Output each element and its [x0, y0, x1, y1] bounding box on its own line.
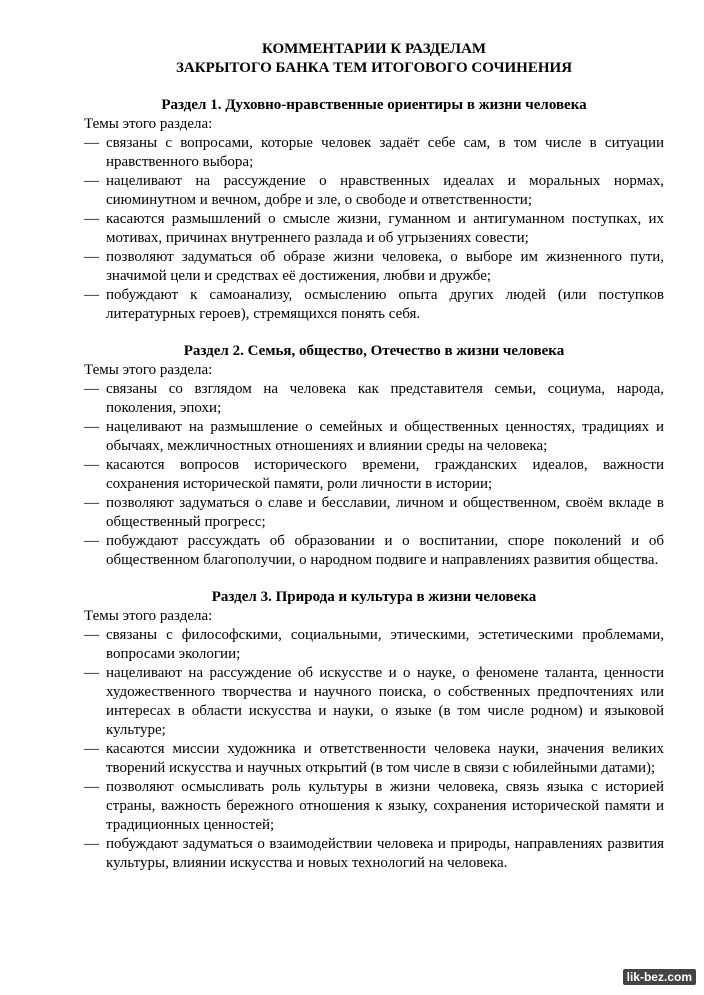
section-item-list: [84, 134, 664, 324]
list-item: [84, 835, 664, 873]
list-item-text: связаны со взглядом на человека как представителя семьи, социума, народа, поколения, эпохи;: [106, 381, 664, 416]
list-item-text: нацеливают на размышление о семейных и общественных ценностях, традициях и обычаях, межличностных отношениях и влиянии среды на человека;: [106, 419, 664, 454]
list-item-text: касаются вопросов исторического времени, гражданских идеалов, важности сохранения исторической памяти, роли личности в истории;: [106, 457, 664, 492]
list-item-text: связаны с вопросами, которые человек задаёт себе сам, в том числе в ситуации нравственного выбора;: [106, 135, 664, 170]
section-intro: Темы этого раздела:: [84, 362, 213, 378]
list-item-text: нацеливают на рассуждение о нравственных идеалах и моральных нормах, сиюминутном и вечном, добре и зле, о свободе и ответственности;: [106, 173, 664, 208]
title-line-2: ЗАКРЫТОГО БАНКА ТЕМ ИТОГОВОГО СОЧИНЕНИЯ: [175, 60, 573, 76]
dash-bullet: —: [84, 836, 99, 852]
list-item: [84, 532, 664, 570]
list-item: [84, 380, 664, 418]
list-item-text: позволяют задуматься об образе жизни человека, о выборе им жизненного пути, значимой цели и средствах её достижения, любви и дружбе;: [106, 249, 664, 284]
list-item: [84, 418, 664, 456]
list-item-text: побуждают к самоанализу, осмыслению опыта других людей (или поступков литературных героев), стремящихся понять себя.: [106, 287, 664, 322]
section-heading: Раздел 3. Природа и культура в жизни человека: [211, 589, 537, 605]
dash-bullet: —: [84, 173, 99, 189]
list-item: [84, 494, 664, 532]
dash-bullet: —: [84, 627, 99, 643]
list-item: [84, 286, 664, 324]
dash-bullet: —: [84, 135, 99, 151]
dash-bullet: —: [84, 665, 99, 681]
section-2: [84, 342, 664, 570]
list-item: [84, 740, 664, 778]
list-item-text: позволяют осмысливать роль культуры в жизни человека, связь языка с историей страны, важность бережного отношения к языку, сохранения исторической памяти и традиционных ценностей;: [106, 779, 664, 833]
dash-bullet: —: [84, 495, 99, 511]
section-heading: Раздел 1. Духовно-нравственные ориентиры в жизни человека: [161, 97, 587, 113]
list-item: [84, 134, 664, 172]
dash-bullet: —: [84, 419, 99, 435]
list-item: [84, 172, 664, 210]
dash-bullet: —: [84, 287, 99, 303]
dash-bullet: —: [84, 211, 99, 227]
list-item: [84, 456, 664, 494]
section-1: [84, 96, 664, 324]
dash-bullet: —: [84, 457, 99, 473]
dash-bullet: —: [84, 249, 99, 265]
dash-bullet: —: [84, 381, 99, 397]
dash-bullet: —: [84, 779, 99, 795]
list-item-text: связаны с философскими, социальными, этическими, эстетическими проблемами, вопросами экологии;: [106, 627, 664, 662]
watermark: lik-bez.com: [623, 969, 696, 985]
list-item: [84, 210, 664, 248]
list-item-text: касаются размышлений о смысле жизни, гуманном и антигуманном поступках, их мотивах, причинах внутреннего разлада и об угрызениях совести;: [106, 211, 664, 246]
list-item-text: побуждают рассуждать об образовании и о воспитании, споре поколений и об общественном благополучии, о народном подвиге и направлениях развития общества.: [106, 533, 664, 568]
list-item-text: позволяют задуматься о славе и бесславии, личном и общественном, своём вкладе в общественный прогресс;: [106, 495, 664, 530]
section-heading: Раздел 2. Семья, общество, Отечество в жизни человека: [183, 343, 565, 359]
section-intro: Темы этого раздела:: [84, 116, 213, 132]
title-line-1: КОММЕНТАРИИ К РАЗДЕЛАМ: [261, 41, 487, 57]
list-item: [84, 778, 664, 835]
document-page: [84, 40, 664, 891]
section-item-list: [84, 380, 664, 570]
dash-bullet: —: [84, 741, 99, 757]
list-item-text: касаются миссии художника и ответственности человека науки, значения великих творений искусства и научных открытий (в том числе в связи с юбилейными датами);: [106, 741, 664, 776]
section-intro: Темы этого раздела:: [84, 608, 213, 624]
document-title: [84, 40, 664, 78]
list-item: [84, 664, 664, 740]
list-item-text: нацеливают на рассуждение об искусстве и о науке, о феномене таланта, ценности художественного творчества и научного поиска, о собственных предпочтениях или интересах в области искусства и науки, о языке (в том числе родном) и языковой культуре;: [106, 665, 664, 738]
section-3: [84, 588, 664, 873]
list-item-text: побуждают задуматься о взаимодействии человека и природы, направлениях развития культуры, влиянии искусства и новых технологий на человека.: [106, 836, 664, 871]
list-item: [84, 248, 664, 286]
dash-bullet: —: [84, 533, 99, 549]
section-item-list: [84, 626, 664, 873]
list-item: [84, 626, 664, 664]
